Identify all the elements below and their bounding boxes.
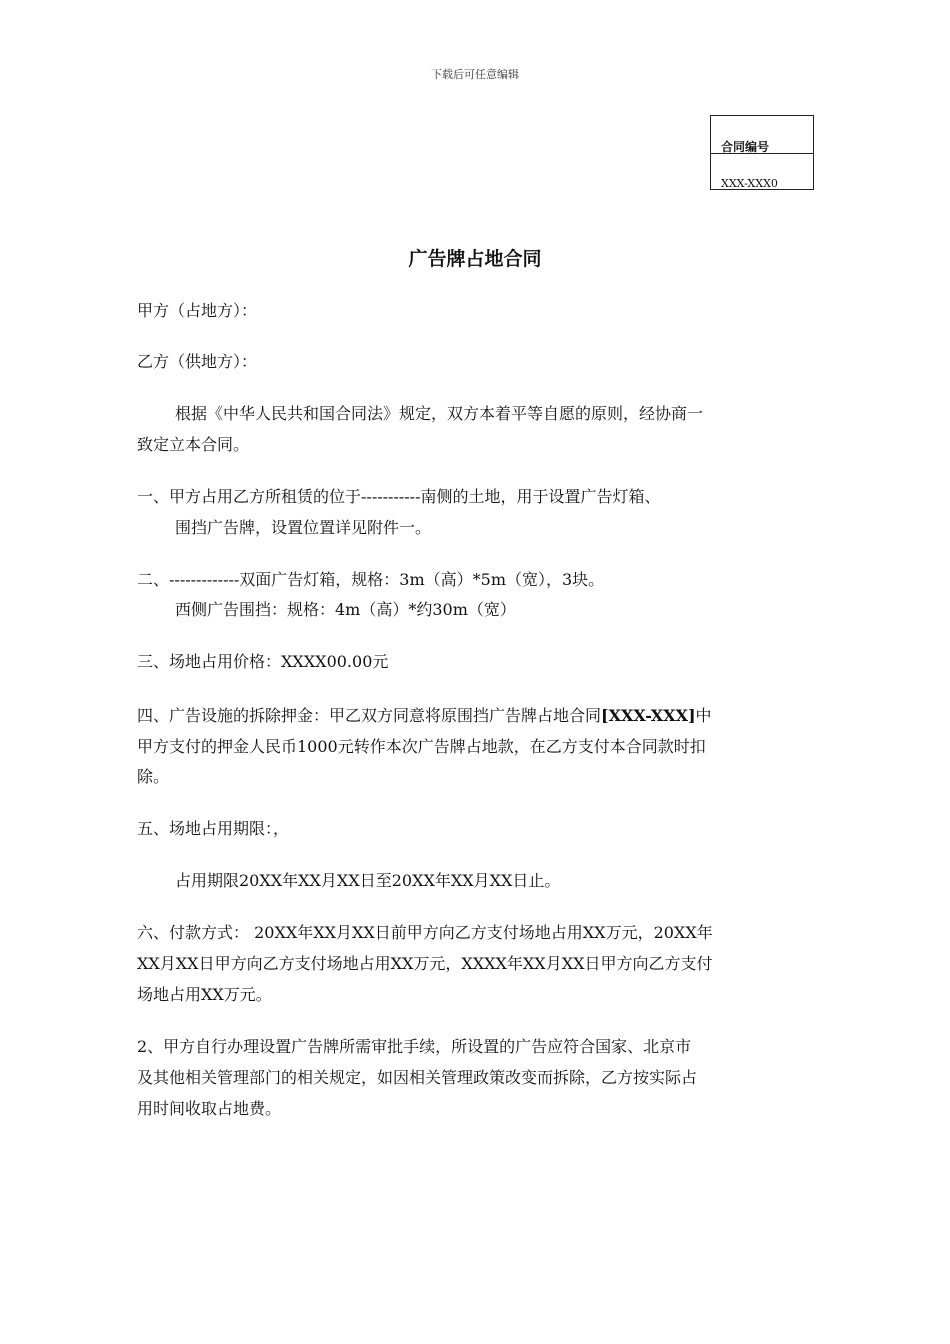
clause-6-line-1: 六、付款方式： 20XX年XX月XX日前甲方向乙方支付场地占用XX万元，20XX年	[137, 923, 713, 942]
preamble-line-1: 根据《中华人民共和国合同法》规定，双方本着平等自愿的原则，经协商一	[175, 404, 704, 423]
clause-5-period: 占用期限20XX年XX月XX日至20XX年XX月XX日止。	[175, 871, 561, 890]
clause-3-line: 三、场地占用价格：XXXX00.00元	[137, 652, 389, 671]
contract-number-box	[710, 115, 814, 190]
clause-7-line-3: 用时间收取占地费。	[137, 1099, 282, 1118]
clause-6-line-3: 场地占用XX万元。	[137, 985, 272, 1004]
clause-4-text-c: 中	[695, 706, 712, 725]
clause-2-line-1: 二、-------------双面广告灯箱，规格：3m（高）*5m（宽），3块。	[137, 570, 605, 589]
party-a-line: 甲方（占地方）：	[137, 301, 258, 320]
clause-4-line-3: 除。	[137, 767, 170, 786]
clause-1-line-1: 一、甲方占用乙方所租赁的位于-----------南侧的土地，用于设置广告灯箱、	[137, 487, 661, 506]
clause-4-line-2: 甲方支付的押金人民币1000元转作本次广告牌占地款，在乙方支付本合同款时扣	[137, 737, 706, 756]
clause-4-text-a: 四、广告设施的拆除押金：甲乙双方同意将原围挡广告牌占地合同	[137, 706, 602, 725]
clause-7-line-2: 及其他相关管理部门的相关规定，如因相关管理政策改变而拆除，乙方按实际占	[137, 1068, 698, 1087]
clause-4-old-contract-number: [XXX-XXX]	[601, 706, 696, 725]
clause-7-line-1: 2、甲方自行办理设置广告牌所需审批手续，所设置的广告应符合国家、北京市	[137, 1037, 692, 1056]
party-b-line: 乙方（供地方）：	[137, 352, 258, 371]
contract-number-label: 合同编号	[721, 140, 770, 154]
preamble-line-2: 致定立本合同。	[137, 435, 250, 454]
contract-number-value: XXX-XXX0	[721, 177, 778, 190]
clause-6-line-2: XX月XX日甲方向乙方支付场地占用XX万元，XXXX年XX月XX日甲方向乙方支付	[137, 954, 713, 973]
contract-box-divider	[711, 153, 813, 154]
clause-4-line-1	[137, 701, 712, 731]
clause-1-line-2: 围挡广告牌，设置位置详见附件一。	[175, 518, 432, 537]
header-note: 下载后可任意编辑	[431, 68, 519, 81]
clause-2-line-2: 西侧广告围挡：规格：4m（高）*约30m（宽）	[175, 600, 516, 619]
document-title: 广告牌占地合同	[408, 248, 542, 270]
clause-5-heading: 五、场地占用期限：，	[137, 819, 290, 838]
